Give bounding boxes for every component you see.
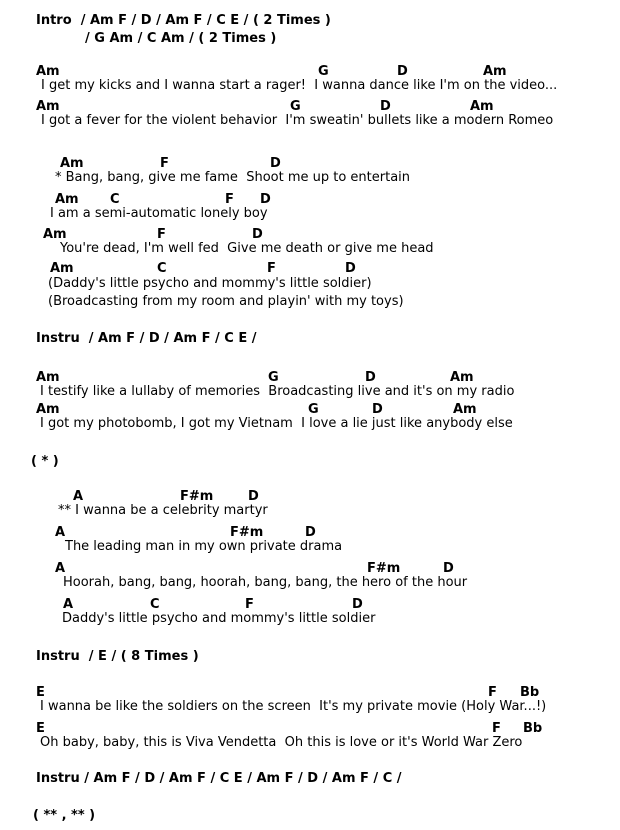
chord-label: F bbox=[492, 721, 501, 736]
chord-line bbox=[0, 598, 620, 612]
chord-label: F#m bbox=[230, 525, 264, 540]
chord-label: D bbox=[397, 64, 408, 79]
chord-label: Am bbox=[483, 64, 507, 79]
chord-label: A bbox=[55, 525, 66, 540]
chord-line bbox=[0, 403, 620, 417]
chord-line bbox=[0, 490, 620, 504]
chord-label: D bbox=[305, 525, 316, 540]
chord-label: Am bbox=[60, 156, 84, 171]
chord-label: G bbox=[290, 99, 301, 114]
chord-label: F#m bbox=[180, 489, 214, 504]
lyric-line: I got a fever for the violent behavior I'm sweatin' bullets like a modern Romeo bbox=[41, 113, 554, 128]
chord-label: D bbox=[372, 402, 383, 417]
chord-label: C bbox=[110, 192, 120, 207]
chord-line bbox=[0, 562, 620, 576]
chord-label: A bbox=[63, 597, 74, 612]
lyric-line: (Broadcasting from my room and playin' with my toys) bbox=[48, 294, 404, 309]
chord-line bbox=[0, 371, 620, 385]
chord-label: D bbox=[443, 561, 454, 576]
chord-label: F bbox=[267, 261, 276, 276]
chord-line bbox=[0, 262, 620, 276]
lyric-line: I testify like a lullaby of memories Broadcasting live and it's on my radio bbox=[40, 384, 515, 399]
chord-line bbox=[0, 65, 620, 79]
lyric-line: I got my photobomb, I got my Vietnam I love a lie just like anybody else bbox=[40, 416, 513, 431]
section-header-line: / G Am / C Am / ( 2 Times ) bbox=[85, 31, 277, 46]
lyric-line: Hoorah, bang, bang, hoorah, bang, bang, the hero of the hour bbox=[63, 575, 468, 590]
chord-label: F bbox=[488, 685, 497, 700]
section-header-line: Instru / Am F / D / Am F / C E / Am F / D / Am F / C / bbox=[36, 771, 402, 786]
lyric-line: I am a semi-automatic lonely boy bbox=[50, 206, 268, 221]
chord-line bbox=[0, 526, 620, 540]
chord-label: F bbox=[225, 192, 234, 207]
lyric-line: You're dead, I'm well fed Give me death or give me head bbox=[60, 241, 434, 256]
chord-label: Am bbox=[453, 402, 477, 417]
chord-label: G bbox=[308, 402, 319, 417]
chord-line bbox=[0, 686, 620, 700]
chord-label: G bbox=[318, 64, 329, 79]
section-header-line: ( ** , ** ) bbox=[33, 808, 96, 823]
section-header-line: ( * ) bbox=[31, 454, 59, 469]
lyric-line: The leading man in my own private drama bbox=[65, 539, 343, 554]
chord-line bbox=[0, 722, 620, 736]
chord-label: D bbox=[270, 156, 281, 171]
lyric-line: Daddy's little psycho and mommy's little soldier bbox=[62, 611, 376, 626]
chord-label: Am bbox=[36, 370, 60, 385]
chord-label: A bbox=[73, 489, 84, 504]
chord-label: Bb bbox=[523, 721, 543, 736]
chord-line bbox=[0, 100, 620, 114]
lyric-line: * Bang, bang, give me fame Shoot me up to entertain bbox=[55, 170, 411, 185]
chord-label: Am bbox=[36, 402, 60, 417]
chord-label: Bb bbox=[520, 685, 540, 700]
chord-label: D bbox=[248, 489, 259, 504]
section-header-line: Instru / E / ( 8 Times ) bbox=[36, 649, 199, 664]
chord-label: G bbox=[268, 370, 279, 385]
chord-label: D bbox=[260, 192, 271, 207]
chord-label: A bbox=[55, 561, 66, 576]
chord-label: D bbox=[252, 227, 263, 242]
chord-label: Am bbox=[50, 261, 74, 276]
chord-label: F#m bbox=[367, 561, 401, 576]
chord-label: E bbox=[36, 721, 45, 736]
chord-label: Am bbox=[55, 192, 79, 207]
chord-label: E bbox=[36, 685, 45, 700]
chord-line bbox=[0, 193, 620, 207]
chord-label: D bbox=[365, 370, 376, 385]
lyric-line: I wanna be like the soldiers on the screen It's my private movie (Holy War...!) bbox=[40, 699, 547, 714]
chord-label: Am bbox=[470, 99, 494, 114]
chord-label: F bbox=[160, 156, 169, 171]
section-header-line: Instru / Am F / D / Am F / C E / bbox=[36, 331, 257, 346]
lyric-line: Oh baby, baby, this is Viva Vendetta Oh this is love or it's World War Zero bbox=[40, 735, 523, 750]
chord-label: D bbox=[345, 261, 356, 276]
chord-label: D bbox=[380, 99, 391, 114]
chord-line bbox=[0, 157, 620, 171]
chord-label: F bbox=[245, 597, 254, 612]
chord-label: Am bbox=[36, 99, 60, 114]
chord-line bbox=[0, 228, 620, 242]
chord-label: Am bbox=[450, 370, 474, 385]
lyric-line: I get my kicks and I wanna start a rager! I wanna dance like I'm on the video... bbox=[41, 78, 558, 93]
chord-label: F bbox=[157, 227, 166, 242]
chord-label: C bbox=[157, 261, 167, 276]
chord-label: Am bbox=[36, 64, 60, 79]
chord-label: Am bbox=[43, 227, 67, 242]
lyric-line: (Daddy's little psycho and mommy's little soldier) bbox=[48, 276, 372, 291]
chord-label: C bbox=[150, 597, 160, 612]
section-header-line: Intro / Am F / D / Am F / C E / ( 2 Times ) bbox=[36, 13, 331, 28]
lyric-line: ** I wanna be a celebrity martyr bbox=[58, 503, 268, 518]
chord-label: D bbox=[352, 597, 363, 612]
